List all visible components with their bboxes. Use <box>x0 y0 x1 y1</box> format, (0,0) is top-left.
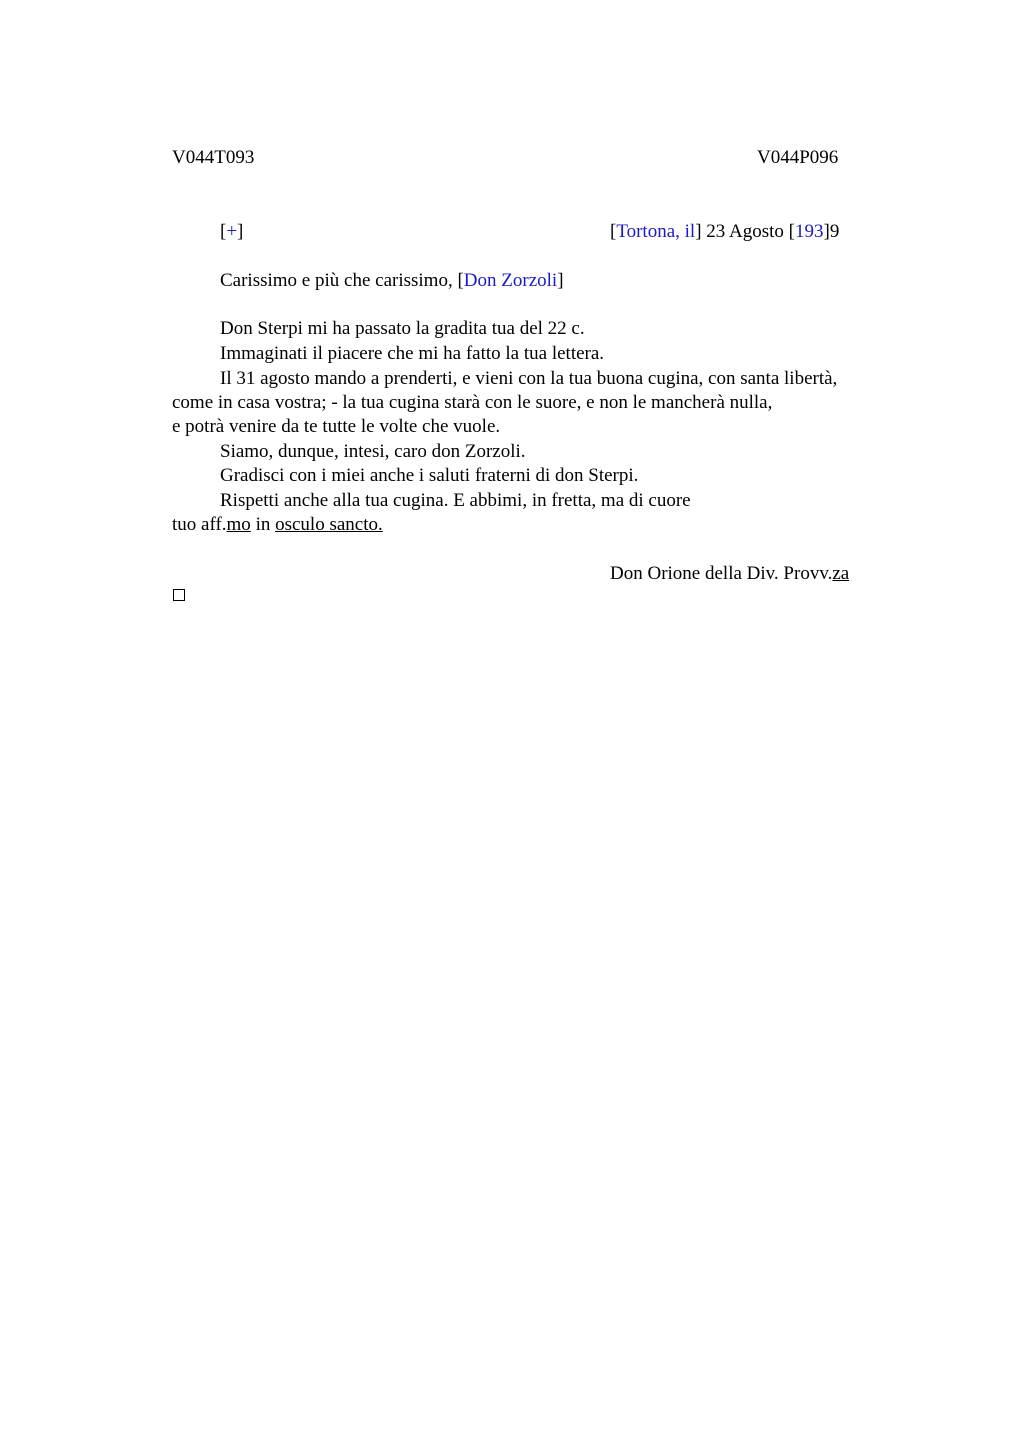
cross-mark: [+] <box>220 221 244 242</box>
end-square-icon <box>173 589 185 601</box>
body-line-4: come in casa vostra; - la tua cugina starà con le suore, e non le mancherà nulla, <box>172 392 773 413</box>
cross-symbol: + <box>226 221 238 242</box>
year-inserted: 193 <box>794 221 824 242</box>
body-line-5: e potrà venire da te tutte le volte che vuole. <box>172 416 501 437</box>
signature-suffix: za <box>832 563 850 584</box>
closing-latin: osculo sancto. <box>275 514 383 535</box>
recipient-name: Don Zorzoli <box>463 270 558 291</box>
body-line-1: Don Sterpi mi ha passato la gradita tua del 22 c. <box>220 318 585 339</box>
signature <box>610 562 849 586</box>
place-text: Tortona, il <box>616 221 696 242</box>
body-line-8: Rispetti anche alla tua cugina. E abbimi, in fretta, ma di cuore <box>220 490 691 511</box>
body-line-6: Siamo, dunque, intesi, caro don Zorzoli. <box>220 441 526 462</box>
place-date: [Tortona, il] 23 Agosto [193]9 <box>610 221 840 242</box>
salutation-text: Carissimo e più che carissimo, <box>220 270 458 291</box>
signature-text: Don Orione della Div. Provv. <box>610 563 833 584</box>
body-line-3: Il 31 agosto mando a prenderti, e vieni con la tua buona cugina, con santa libertà, <box>220 368 838 389</box>
doc-code-right: V044P096 <box>757 147 839 168</box>
body-line-2: Immaginati il piacere che mi ha fatto la tua lettera. <box>220 343 605 364</box>
salutation: Carissimo e più che carissimo, [Don Zorzoli] <box>220 270 564 291</box>
year-end: 9 <box>829 221 840 242</box>
closing-start: tuo aff. <box>172 514 227 535</box>
date-text: 23 Agosto <box>706 221 784 242</box>
doc-code-left: V044T093 <box>172 147 255 168</box>
body-line-7: Gradisci con i miei anche i saluti fraterni di don Sterpi. <box>220 465 639 486</box>
closing-mo: mo <box>226 514 251 535</box>
body-line-9 <box>172 513 383 537</box>
closing-mid: in <box>250 514 276 535</box>
